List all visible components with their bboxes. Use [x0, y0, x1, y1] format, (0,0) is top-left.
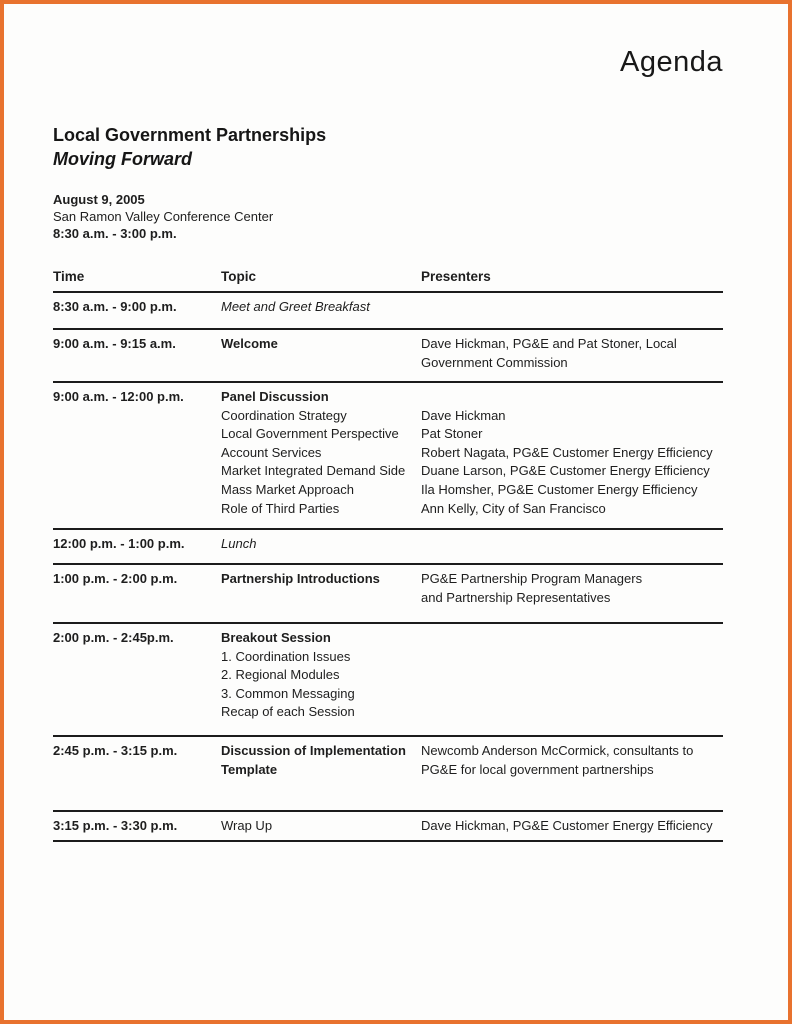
presenter-line: PG&E for local government partnerships	[421, 761, 654, 777]
topic-line: Panel Discussion	[221, 389, 329, 404]
page-title: Agenda	[620, 46, 723, 78]
meeting-title: Local Government Partnerships	[53, 125, 327, 145]
topic-line: Coordination Strategy	[221, 407, 347, 423]
row-topic	[221, 388, 421, 528]
row-presenters	[421, 629, 723, 735]
row-time: 8:30 a.m. - 9:00 p.m.	[53, 299, 177, 314]
topic-line: 1. Coordination Issues	[221, 648, 351, 664]
topic-line: Market Integrated Demand Side	[221, 463, 406, 479]
presenter-line: Pat Stoner	[421, 426, 483, 442]
row-time: 2:45 p.m. - 3:15 p.m.	[53, 743, 178, 758]
topic-line: Mass Market Approach	[221, 481, 354, 497]
document-title-block	[53, 123, 723, 171]
column-header-presenters: Presenters	[421, 269, 491, 284]
row-topic	[221, 629, 421, 735]
topic-line: Partnership Introductions	[221, 571, 380, 586]
topic-line: Local Government Perspective	[221, 426, 399, 442]
row-presenters	[421, 335, 723, 381]
presenter-line: Ila Homsher, PG&E Customer Energy Efficiency	[421, 481, 698, 497]
agenda-row	[53, 810, 723, 840]
row-topic	[221, 570, 421, 622]
agenda-row	[53, 735, 723, 810]
topic-line: 3. Common Messaging	[221, 685, 355, 701]
topic-line: Role of Third Parties	[221, 500, 340, 516]
topic-line: Lunch	[221, 536, 257, 551]
row-time: 9:00 a.m. - 9:15 a.m.	[53, 336, 176, 351]
row-topic	[221, 535, 421, 563]
presenter-line: Dave Hickman	[421, 407, 506, 423]
row-time: 3:15 p.m. - 3:30 p.m.	[53, 818, 178, 833]
topic-line: 2. Regional Modules	[221, 667, 340, 683]
agenda-row	[53, 291, 723, 328]
agenda-row	[53, 381, 723, 528]
row-topic	[221, 742, 421, 810]
agenda-table-body	[53, 291, 723, 840]
topic-line: Breakout Session	[221, 630, 331, 645]
agenda-row	[53, 528, 723, 563]
topic-line: Recap of each Session	[221, 704, 355, 720]
page-content	[4, 46, 788, 842]
agenda-row	[53, 563, 723, 622]
row-topic	[221, 817, 421, 840]
presenter-line: Ann Kelly, City of San Francisco	[421, 500, 606, 516]
agenda-table	[53, 269, 723, 842]
agenda-table-header	[53, 269, 723, 291]
row-presenters	[421, 817, 723, 840]
topic-line: Account Services	[221, 444, 322, 460]
meeting-meta-block	[53, 191, 723, 242]
agenda-row	[53, 328, 723, 381]
presenter-line: Robert Nagata, PG&E Customer Energy Efficiency	[421, 444, 713, 460]
presenter-line: Newcomb Anderson McCormick, consultants to	[421, 743, 694, 758]
presenter-line	[421, 388, 723, 407]
row-time: 9:00 a.m. - 12:00 p.m.	[53, 389, 184, 404]
row-topic	[221, 335, 421, 381]
meeting-location: San Ramon Valley Conference Center	[53, 209, 274, 224]
presenter-line: Dave Hickman, PG&E and Pat Stoner, Local	[421, 336, 677, 351]
meeting-date: August 9, 2005	[53, 192, 145, 207]
row-time: 1:00 p.m. - 2:00 p.m.	[53, 571, 178, 586]
row-presenters	[421, 535, 723, 563]
presenter-line: Government Commission	[421, 354, 568, 370]
topic-line: Meet and Greet Breakfast	[221, 299, 370, 314]
row-presenters	[421, 742, 723, 810]
meeting-subtitle: Moving Forward	[53, 149, 192, 169]
presenter-line: Duane Larson, PG&E Customer Energy Efficiency	[421, 463, 710, 479]
row-presenters	[421, 298, 723, 328]
meeting-hours: 8:30 a.m. - 3:00 p.m.	[53, 226, 177, 241]
topic-line: Wrap Up	[221, 818, 273, 833]
row-time: 12:00 p.m. - 1:00 p.m.	[53, 536, 185, 551]
topic-line: Welcome	[221, 336, 278, 351]
presenter-line: PG&E Partnership Program Managers	[421, 571, 643, 586]
row-topic	[221, 298, 421, 328]
row-time: 2:00 p.m. - 2:45p.m.	[53, 630, 174, 645]
topic-line: Discussion of Implementation	[221, 743, 406, 758]
row-presenters	[421, 570, 723, 622]
agenda-row	[53, 622, 723, 735]
presenter-line: Dave Hickman, PG&E Customer Energy Efficiency	[421, 818, 713, 833]
column-header-topic: Topic	[221, 269, 256, 284]
row-presenters	[421, 388, 723, 528]
column-header-time: Time	[53, 269, 85, 284]
topic-line: Template	[221, 761, 278, 777]
presenter-line: and Partnership Representatives	[421, 589, 611, 605]
